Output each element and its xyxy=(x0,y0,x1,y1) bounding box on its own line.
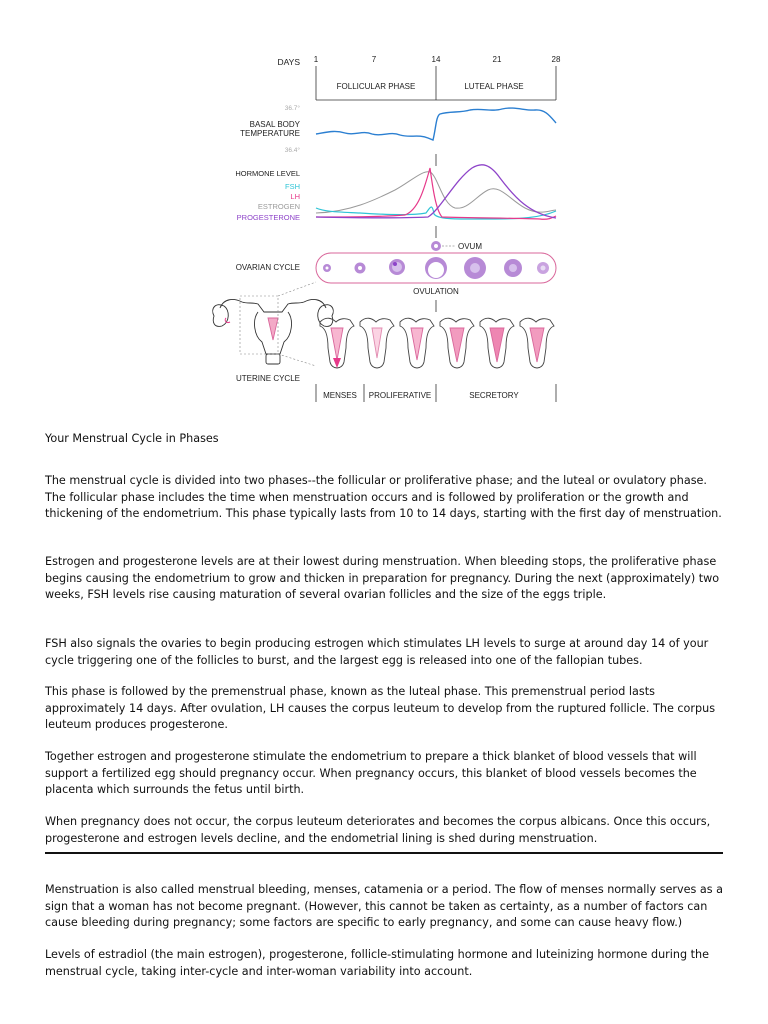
uterine-stages xyxy=(320,318,554,368)
day-tick-21: 21 xyxy=(492,55,502,64)
ovum-nucleus xyxy=(434,244,438,248)
follicular-phase-label: FOLLICULAR PHASE xyxy=(336,82,416,91)
day-tick-7: 7 xyxy=(371,55,377,64)
temp-high-label: 36.7° xyxy=(284,105,300,112)
progesterone-curve xyxy=(316,165,556,218)
secretory-label: SECRETORY xyxy=(469,391,519,400)
uterus-stage-2 xyxy=(360,318,394,368)
corpus-luteum-1-core xyxy=(470,263,480,273)
uterine-cycle-label: UTERINE CYCLE xyxy=(235,374,300,383)
days-label: DAYS xyxy=(277,57,300,67)
paragraph-estradiol-levels: Levels of estradiol (the main estrogen), progesterone, follicle-stimulating hormone and luteinizing hormone during the menstrual cycle, taking inter-cycle and inter-woman variability into account. xyxy=(45,948,709,978)
paragraph-hormone-levels: Estrogen and progesterone levels are at their lowest during menstruation. When bleeding stops, the proliferative phase begins causing the endometrium to grow and thicken in preparation for pregnancy. During the next (approximately) two weeks, FSH levels rise causing maturation of several ovarian follicles and the size of the eggs triple. xyxy=(45,555,720,601)
lh-legend: LH xyxy=(290,192,300,201)
corpus-albicans-core xyxy=(541,266,546,271)
estrogen-legend: ESTROGEN xyxy=(257,202,300,211)
lh-curve xyxy=(316,168,556,219)
day-tick-28: 28 xyxy=(551,55,561,64)
fsh-legend: FSH xyxy=(285,182,300,191)
paragraph-corpus-albicans: When pregnancy does not occur, the corpus leuteum deteriorates and becomes the corpus albicans. Once this occurs, progesterone and estrogen levels decline, and the endometrial lining is shed during menstruation. xyxy=(45,815,711,845)
ovulation-label: OVULATION xyxy=(413,287,459,296)
paragraph-phases-overview: The menstrual cycle is divided into two phases--the follicular or proliferative phase; and the luteal or ovulatory phase. The follicular phase includes the time when menstruation occurs and is followed by proliferation or the growth and thickening of the endometrium. This phase typically lasts from 10 to 14 days, starting with the first day of menstruation. xyxy=(45,474,722,520)
ovum-label: OVUM xyxy=(458,242,482,251)
uterus-stage-4 xyxy=(440,318,474,368)
bbt-label-line1: BASAL BODY xyxy=(249,120,300,129)
estrogen-curve xyxy=(316,172,556,213)
luteal-phase-label: LUTEAL PHASE xyxy=(464,82,524,91)
uterus-stage-1 xyxy=(320,318,354,368)
zoom-line-1 xyxy=(278,282,316,296)
hormone-level-label: HORMONE LEVEL xyxy=(235,169,300,178)
follicle-3-egg xyxy=(393,262,397,266)
follicle-ruptured-inner xyxy=(428,262,444,278)
follicle-1-core xyxy=(326,267,329,270)
ovarian-cycle-label: OVARIAN CYCLE xyxy=(235,263,300,272)
temperature-curve xyxy=(316,108,556,140)
paragraph-menstruation: Menstruation is also called menstrual bleeding, menses, catamenia or a period. The flow of menses normally serves as a sign that a woman has not become pregnant. (However, this cannot be taken as certainty, as a number of factors can cause bleeding during pregnancy; some factors are specific to early pregnancy, and some can cause heavy flow.) xyxy=(45,883,723,929)
paragraph-fsh-lh: FSH also signals the ovaries to begin producing estrogen which stimulates LH levels to surge at around day 14 of your cycle triggering one of the follicles to burst, and the largest egg is released into one of the fallopian tubes. xyxy=(45,637,709,667)
proliferative-label: PROLIFERATIVE xyxy=(368,391,432,400)
paragraph-endometrium: Together estrogen and progesterone stimulate the endometrium to prepare a thick blanket of blood vessels that will support a fertilized egg should pregnancy occur. When pregnancy occurs, this blanket of blood vessels becomes the placenta which surrounds the fetus until birth. xyxy=(45,750,697,796)
bbt-label-line2: TEMPERATURE xyxy=(240,129,300,138)
zoom-line-2 xyxy=(278,354,316,366)
follicle-2-core xyxy=(358,266,362,270)
uterus-stage-5 xyxy=(480,318,514,368)
menstrual-cycle-diagram xyxy=(200,50,570,410)
article-heading: Your Menstrual Cycle in Phases xyxy=(45,432,219,445)
uterus-anatomy-icon xyxy=(213,300,334,364)
temp-low-label: 36.4° xyxy=(284,147,300,154)
progesterone-legend: PROGESTERONE xyxy=(236,213,300,222)
day-tick-1: 1 xyxy=(313,55,319,64)
day-tick-14: 14 xyxy=(431,55,441,64)
menses-label: MENSES xyxy=(323,391,357,400)
section-divider xyxy=(45,852,723,854)
paragraph-luteal-phase: This phase is followed by the premenstrual phase, known as the luteal phase. This premenstrual period lasts approximately 14 days. After ovulation, LH causes the corpus leuteum to develop from the ruptured follicle. The corpus leuteum produces progesterone. xyxy=(45,685,716,731)
day-ticks xyxy=(314,55,561,64)
uterus-stage-3 xyxy=(400,318,434,368)
uterus-stage-6 xyxy=(520,318,554,368)
corpus-luteum-2-core xyxy=(509,264,517,272)
